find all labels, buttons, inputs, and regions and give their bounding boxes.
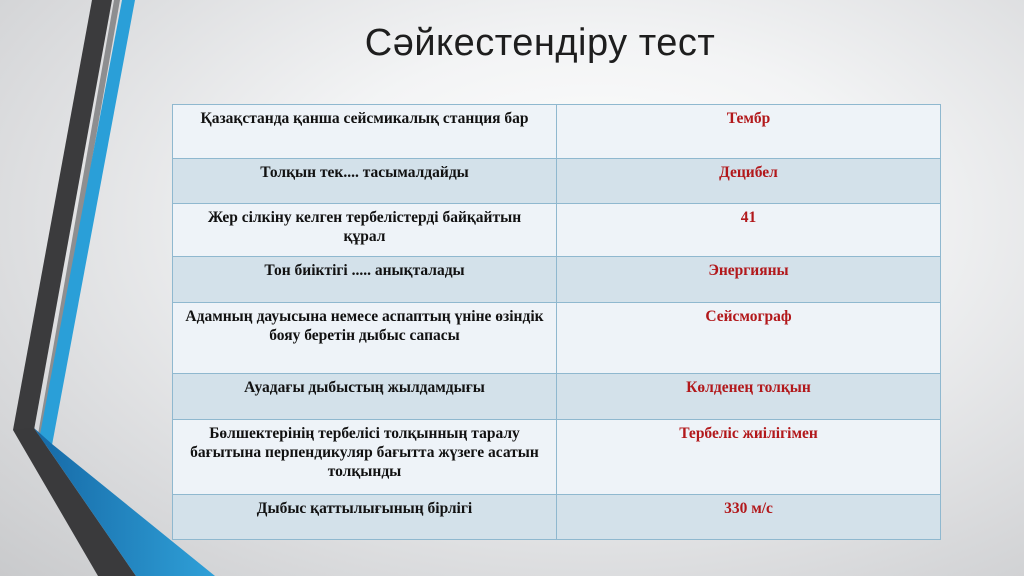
- question-cell: Толқын тек.... тасымалдайды: [173, 159, 557, 204]
- answer-cell: Сейсмограф: [557, 303, 941, 374]
- table-row: [173, 204, 941, 257]
- thin-gray-stripe: [37, 0, 120, 440]
- matching-table: [172, 104, 941, 540]
- table-row: [173, 495, 941, 540]
- question-cell: Дыбыс қаттылығының бірлігі: [173, 495, 557, 540]
- question-cell: Жер сілкіну келген тербелістерді байқайтын құрал: [173, 204, 557, 257]
- question-cell: Бөлшектерінің тербелісі толқынның таралу бағытына перпендикуляр бағытта жүзеге асатын толқынды: [173, 420, 557, 495]
- answer-cell: Тербеліс жиілігімен: [557, 420, 941, 495]
- table-row: [173, 420, 941, 495]
- table-row: [173, 257, 941, 303]
- table-row: [173, 374, 941, 420]
- question-cell: Тон биіктігі ..... анықталады: [173, 257, 557, 303]
- question-cell: Қазақстанда қанша сейсмикалық станция бар: [173, 105, 557, 159]
- table-row: [173, 159, 941, 204]
- answer-cell: Децибел: [557, 159, 941, 204]
- table-row: [173, 303, 941, 374]
- slide-title: Сәйкестендіру тест: [364, 22, 716, 64]
- answer-cell: Энергияны: [557, 257, 941, 303]
- answer-cell: 330 м/с: [557, 495, 941, 540]
- answer-cell: Көлденең толқын: [557, 374, 941, 420]
- table-row: [173, 105, 941, 159]
- answer-cell: 41: [557, 204, 941, 257]
- question-cell: Ауадағы дыбыстың жылдамдығы: [173, 374, 557, 420]
- question-cell: Адамның дауысына немесе аспаптың үніне өзіндік бояу беретін дыбыс сапасы: [173, 303, 557, 374]
- answer-cell: Тембр: [557, 105, 941, 159]
